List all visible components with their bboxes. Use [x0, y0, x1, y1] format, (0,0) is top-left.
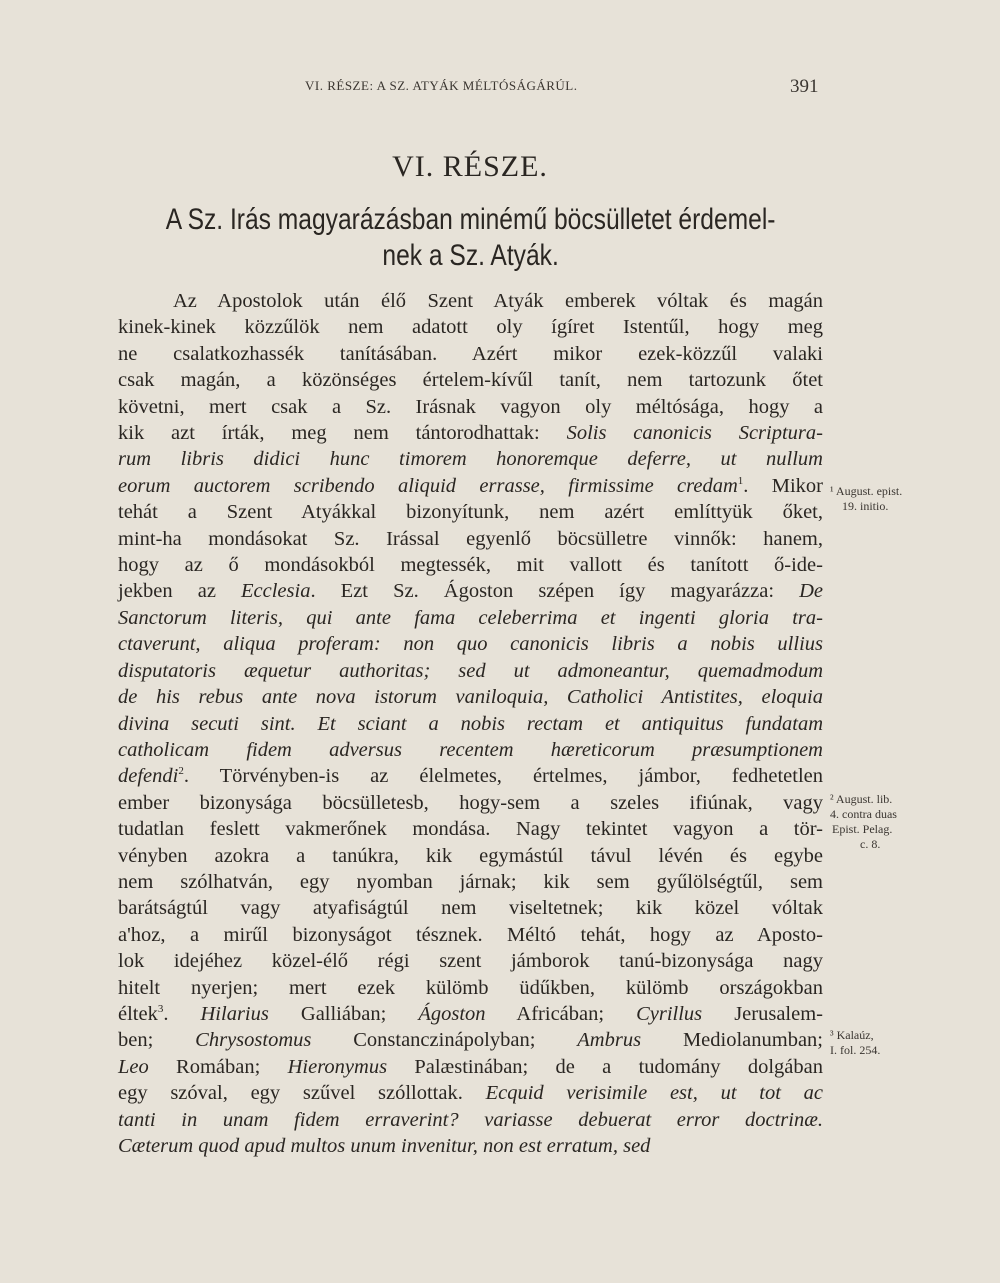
- text-segment: tudatlan feslett vakmerőnek mondása. Nagy tekintet vagyon a tör-: [118, 818, 823, 841]
- text-segment: éltek: [118, 1002, 158, 1025]
- margin-note-2: [830, 792, 940, 852]
- text-line: [118, 1027, 823, 1053]
- text-line: [118, 1133, 823, 1159]
- text-line: [118, 711, 823, 737]
- latin-quote-text: Solis canonicis Scriptura-: [566, 422, 823, 445]
- text-line: [118, 605, 823, 631]
- latin-quote-text: disputatoris æquetur authoritas; sed ut admoneantur, quemadmodum: [118, 659, 823, 682]
- body-paragraph: [118, 288, 823, 1159]
- latin-quote-text: Chrysostomus: [195, 1029, 312, 1052]
- text-line: [118, 394, 823, 420]
- page-number: 391: [790, 76, 819, 97]
- latin-quote-text: Ecquid verisimile est, ut tot ac: [485, 1082, 823, 1105]
- latin-quote-text: Leo: [118, 1055, 149, 1078]
- text-segment: Galliában;: [268, 1002, 419, 1025]
- margin-note-3-line-1: ³ Kalaúz,: [830, 1028, 874, 1042]
- text-line: [118, 816, 823, 842]
- text-line: [118, 948, 823, 974]
- text-segment: . Törvényben-is az élelmetes, értelmes, jámbor, fedhetetlen: [183, 765, 823, 788]
- margin-note-3-line-2: I. fol. 254.: [830, 1043, 881, 1057]
- margin-note-2-line-3: Epist. Pelag.: [832, 822, 893, 836]
- latin-quote-text: defendi: [118, 765, 179, 788]
- margin-note-1: [830, 484, 940, 514]
- latin-quote-text: Hieronymus: [287, 1055, 388, 1078]
- text-segment: hitelt nyerjen; mert ezek külömb üdűkben, külömb országokban: [118, 976, 823, 999]
- text-line: [118, 1080, 823, 1106]
- text-line: [118, 869, 823, 895]
- text-line: [118, 1054, 823, 1080]
- text-segment: Mediolanumban;: [641, 1029, 824, 1052]
- heading-line-2: nek a Sz. Atyák.: [382, 239, 559, 272]
- latin-quote-text: tanti in unam fidem erraverint? variasse debuerat error doctrinæ.: [118, 1108, 823, 1131]
- text-line: [118, 1107, 823, 1133]
- latin-quote-text: De: [799, 580, 824, 603]
- text-line: [118, 684, 823, 710]
- text-segment: Africában;: [485, 1002, 637, 1025]
- latin-quote-text: eorum auctorem scribendo aliquid errasse, firmissime credam: [118, 474, 738, 497]
- text-line: [118, 499, 823, 525]
- text-segment: Az Apostolok után élő Szent Atyák emberek vóltak és magán: [173, 290, 823, 312]
- text-line: [118, 341, 823, 367]
- latin-quote-text: Ambrus: [577, 1029, 642, 1052]
- text-segment: .: [163, 1002, 201, 1025]
- text-segment: követni, mert csak a Sz. Irásnak vagyon oly méltósága, hogy a: [118, 395, 823, 418]
- text-segment: . Mikor: [743, 474, 823, 497]
- margin-note-1-line-2: 19. initio.: [842, 499, 889, 513]
- text-segment: mint-ha mondásokat Sz. Irással egyenlő böcsülletre vinnők: hanem,: [118, 527, 823, 550]
- text-line: [118, 288, 823, 314]
- heading-line-1: A Sz. Irás magyarázásban minémű böcsülletet érdemel-: [165, 203, 776, 236]
- text-line: [118, 737, 823, 763]
- latin-quote-text: Sanctorum literis, qui ante fama celeberrima et ingenti gloria tra-: [118, 606, 823, 629]
- chapter-title: VI. RÉSZE.: [392, 150, 548, 183]
- text-segment: Jerusalem-: [702, 1002, 823, 1025]
- text-segment: vényben azokra a tanúkra, kik egymástúl távul lévén és egybe: [118, 844, 823, 867]
- running-head: VI. RÉSZE: A SZ. ATYÁK MÉLTÓSÁGÁRÚL.: [305, 78, 578, 93]
- text-segment: kinek-kinek közzűlök nem adatott oly ígíret Istentűl, hogy meg: [118, 316, 823, 339]
- text-line: [118, 763, 823, 789]
- latin-quote-text: divina secuti sint. Et sciant a nobis rectam et antiquitus fundatam: [118, 712, 823, 735]
- margin-note-2-line-2: 4. contra duas: [830, 807, 897, 821]
- text-segment: hogy az ő mondásokból megtessék, mit vallott és tanított ő-ide-: [118, 554, 823, 577]
- text-segment: Constanczinápolyban;: [311, 1029, 578, 1052]
- text-segment: ben;: [118, 1029, 196, 1052]
- text-segment: Palæstinában; de a tudomány dolgában: [387, 1055, 823, 1078]
- latin-quote-text: Ecclesia: [241, 580, 311, 603]
- text-line: [118, 473, 823, 499]
- margin-note-1-line-1: ¹ August. epist.: [830, 484, 903, 498]
- text-segment: csak magán, a közönséges értelem-kívűl tanít, nem tartozunk őtet: [118, 369, 823, 392]
- latin-quote-text: de his rebus ante nova istorum vaniloquia, Catholici Antistites, eloquia: [118, 686, 823, 709]
- text-line: [118, 526, 823, 552]
- text-segment: jekben az: [118, 580, 242, 603]
- latin-quote-text: Cyrillus: [636, 1002, 703, 1025]
- text-segment: lok idejéhez közel-élő régi szent jámborok tanú-bizonysága nagy: [118, 950, 823, 973]
- text-line: [118, 631, 823, 657]
- text-line: [118, 895, 823, 921]
- margin-note-2-line-1: ² August. lib.: [830, 792, 893, 806]
- footnote-marker: 3: [157, 1003, 164, 1016]
- latin-quote-text: rum libris didici hunc timorem honoremque deferre, ut nullum: [118, 448, 823, 471]
- text-line: [118, 658, 823, 684]
- text-line: [118, 552, 823, 578]
- margin-note-2-line-4: c. 8.: [860, 837, 881, 851]
- text-segment: Romában;: [148, 1055, 288, 1078]
- text-segment: nem szólhatván, egy nyomban járnak; kik sem gyűlölségtűl, sem: [118, 870, 823, 893]
- text-line: [118, 367, 823, 393]
- text-segment: . Ezt Sz. Ágoston szépen így magyarázza:: [310, 580, 800, 603]
- text-segment: barátságtúl vagy atyafiságtúl nem viseltetnek; kik közel vóltak: [118, 897, 823, 920]
- footnote-marker: 2: [178, 765, 184, 778]
- text-segment: tehát a Szent Atyákkal bizonyítunk, nem azért említtyük őket,: [118, 501, 823, 524]
- text-line: [118, 420, 823, 446]
- text-line: [118, 1001, 823, 1027]
- text-line: [118, 975, 823, 1001]
- text-segment: ember bizonysága böcsülletesb, hogy-sem a szeles ifiúnak, vagy: [118, 791, 823, 814]
- latin-quote-text: catholicam fidem adversus recentem hæreticorum præsumptionem: [118, 738, 823, 761]
- text-segment: a'hoz, a mirűl bizonyságot tésznek. Méltó tehát, hogy az Aposto-: [118, 923, 823, 946]
- latin-quote-text: ctaverunt, aliqua proferam: non quo canonicis libris a nobis ullius: [118, 633, 823, 656]
- latin-quote-text: Ágoston: [418, 1002, 486, 1025]
- text-line: [118, 843, 823, 869]
- text-line: [118, 790, 823, 816]
- text-line: [118, 922, 823, 948]
- margin-note-3: [830, 1028, 940, 1058]
- latin-quote-text: Cæterum quod apud multos unum invenitur, non est erratum, sed: [118, 1135, 651, 1157]
- text-line: [118, 446, 823, 472]
- footnote-marker: 1: [737, 475, 744, 488]
- text-segment: kik azt írták, meg nem tántorodhattak:: [118, 422, 567, 445]
- text-line: [118, 578, 823, 604]
- text-line: [118, 314, 823, 340]
- latin-quote-text: Hilarius: [200, 1002, 269, 1025]
- text-segment: ne csalatkozhassék tanításában. Azért mikor ezek-közzűl valaki: [118, 342, 823, 365]
- section-heading: [118, 202, 823, 274]
- text-segment: egy szóval, egy szűvel szóllottak.: [118, 1082, 486, 1105]
